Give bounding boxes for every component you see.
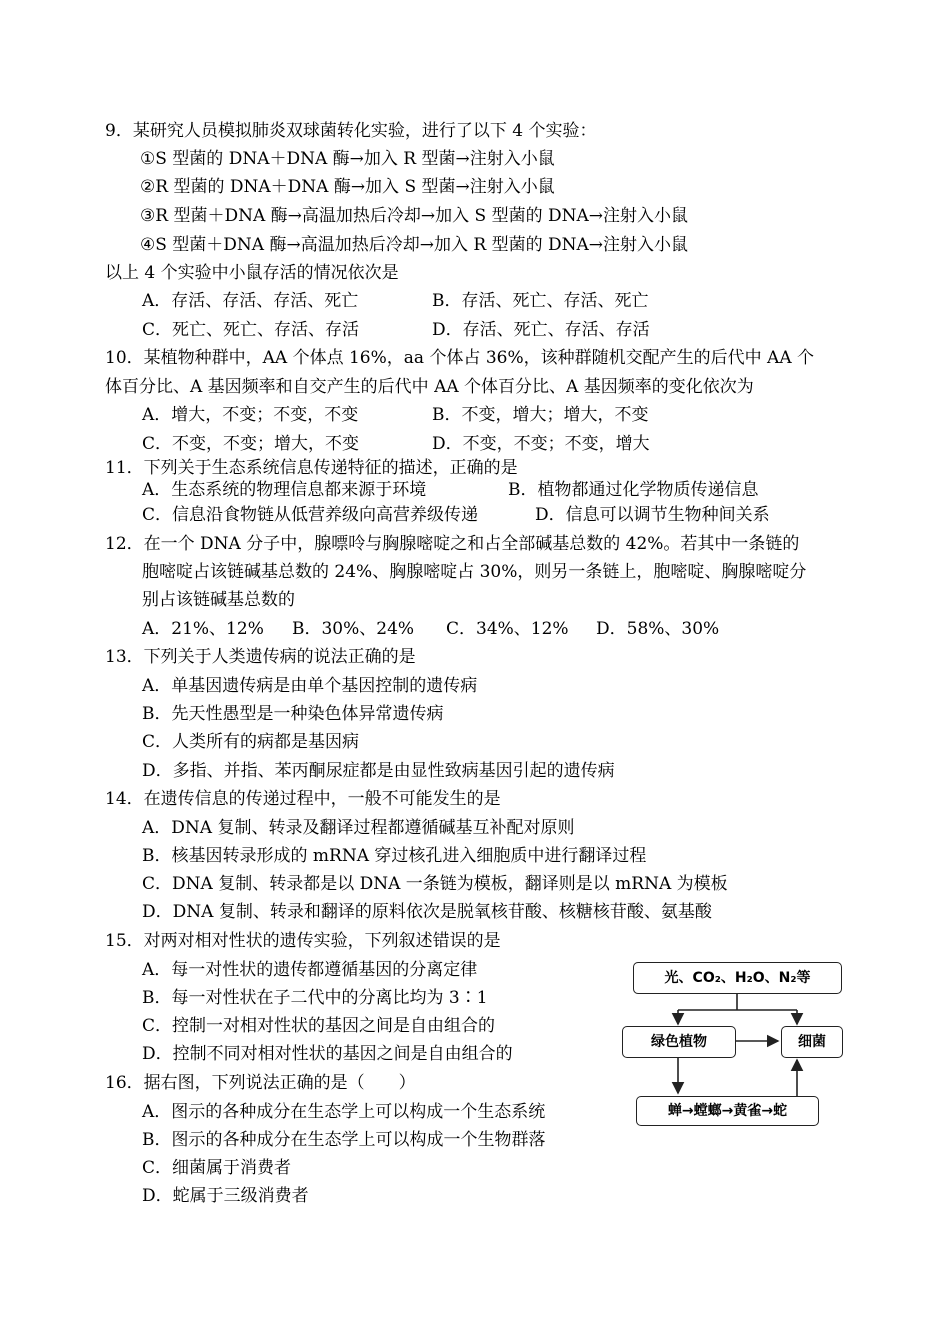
- text-line: ③R 型菌＋DNA 酶→高温加热后冷却→加入 S 型菌的 DNA→注射入小鼠: [140, 206, 688, 226]
- text-line: C．人类所有的病都是基因病: [142, 732, 360, 752]
- text-line: A．生态系统的物理信息都来源于环境: [142, 480, 427, 500]
- green-plant-box: 绿色植物: [622, 1026, 736, 1058]
- text-line: D．蛇属于三级消费者: [142, 1186, 309, 1206]
- text-line: 11．下列关于生态系统信息传递特征的描述，正确的是: [105, 458, 518, 478]
- food-chain-box: 蝉→螳螂→黄雀→蛇: [636, 1096, 819, 1126]
- text-line: A．图示的各种成分在生态学上可以构成一个生态系统: [142, 1102, 546, 1122]
- text-line: 14．在遗传信息的传递过程中，一般不可能发生的是: [105, 789, 501, 809]
- text-line: ④S 型菌＋DNA 酶→高温加热后冷却→加入 R 型菌的 DNA→注射入小鼠: [140, 235, 688, 255]
- text-line: D．不变，不变；不变，增大: [432, 434, 650, 454]
- text-line: 16．据右图，下列说法正确的是（ ）: [105, 1073, 416, 1093]
- text-line: B．每一对性状在子二代中的分离比均为 3∶1: [142, 988, 488, 1008]
- environment-box: 光、CO₂、H₂O、N₂等: [633, 962, 842, 994]
- text-line: C．死亡、死亡、存活、存活: [142, 320, 360, 340]
- text-line: B．先天性愚型是一种染色体异常遗传病: [142, 704, 444, 724]
- text-line: D．DNA 复制、转录和翻译的原料依次是脱氧核苷酸、核糖核苷酸、氨基酸: [142, 902, 712, 922]
- text-line: C．34%、12%: [446, 619, 569, 639]
- text-line: B．不变，增大；增大，不变: [432, 405, 649, 425]
- text-line: D．信息可以调节生物种间关系: [535, 505, 770, 525]
- text-line: 15．对两对相对性状的遗传实验，下列叙述错误的是: [105, 931, 501, 951]
- text-line: 别占该链碱基总数的: [142, 590, 295, 610]
- text-line: B．30%、24%: [292, 619, 415, 639]
- text-line: ①S 型菌的 DNA＋DNA 酶→加入 R 型菌→注射入小鼠: [140, 149, 555, 169]
- text-line: D．控制不同对相对性状的基因之间是自由组合的: [142, 1044, 513, 1064]
- text-line: A．DNA 复制、转录及翻译过程都遵循碱基互补配对原则: [142, 818, 575, 838]
- text-line: B．核基因转录形成的 mRNA 穿过核孔进入细胞质中进行翻译过程: [142, 846, 647, 866]
- text-line: D．58%、30%: [596, 619, 720, 639]
- text-line: A．增大，不变；不变，不变: [142, 405, 359, 425]
- text-line: 体百分比、A 基因频率和自交产生的后代中 AA 个体百分比、A 基因频率的变化依次为: [105, 377, 754, 397]
- text-line: 胞嘧啶占该链碱基总数的 24%、胸腺嘧啶占 30%，则另一条链上，胞嘧啶、胸腺嘧啶分: [142, 562, 807, 582]
- text-line: C．信息沿食物链从低营养级向高营养级传递: [142, 505, 479, 525]
- text-line: 12．在一个 DNA 分子中，腺嘌呤与胸腺嘧啶之和占全部碱基总数的 42%。若其中一条链的: [105, 534, 800, 554]
- text-line: C．细菌属于消费者: [142, 1158, 292, 1178]
- text-line: A．存活、存活、存活、死亡: [142, 291, 359, 311]
- text-line: ②R 型菌的 DNA＋DNA 酶→加入 S 型菌→注射入小鼠: [140, 177, 555, 197]
- text-line: D．存活、死亡、存活、存活: [432, 320, 650, 340]
- text-line: D．多指、并指、苯丙酮尿症都是由显性致病基因引起的遗传病: [142, 761, 615, 781]
- text-line: 以上 4 个实验中小鼠存活的情况依次是: [105, 263, 399, 283]
- text-line: B．图示的各种成分在生态学上可以构成一个生物群落: [142, 1130, 546, 1150]
- text-line: C．DNA 复制、转录都是以 DNA 一条链为模板，翻译则是以 mRNA 为模板: [142, 874, 728, 894]
- text-line: B．植物都通过化学物质传递信息: [508, 480, 759, 500]
- text-line: A．每一对性状的遗传都遵循基因的分离定律: [142, 960, 478, 980]
- text-line: 13．下列关于人类遗传病的说法正确的是: [105, 647, 416, 667]
- text-line: A．21%、12%: [142, 619, 264, 639]
- bacteria-box: 细菌: [781, 1026, 843, 1058]
- text-line: C．控制一对相对性状的基因之间是自由组合的: [142, 1016, 496, 1036]
- text-line: C．不变，不变；增大，不变: [142, 434, 360, 454]
- text-line: 10．某植物种群中，AA 个体点 16%，aa 个体占 36%，该种群随机交配产生的后代中 AA 个: [105, 348, 815, 368]
- text-line: B．存活、死亡、存活、死亡: [432, 291, 649, 311]
- text-line: A．单基因遗传病是由单个基因控制的遗传病: [142, 676, 478, 696]
- text-line: 9．某研究人员模拟肺炎双球菌转化实验，进行了以下 4 个实验：: [105, 121, 597, 141]
